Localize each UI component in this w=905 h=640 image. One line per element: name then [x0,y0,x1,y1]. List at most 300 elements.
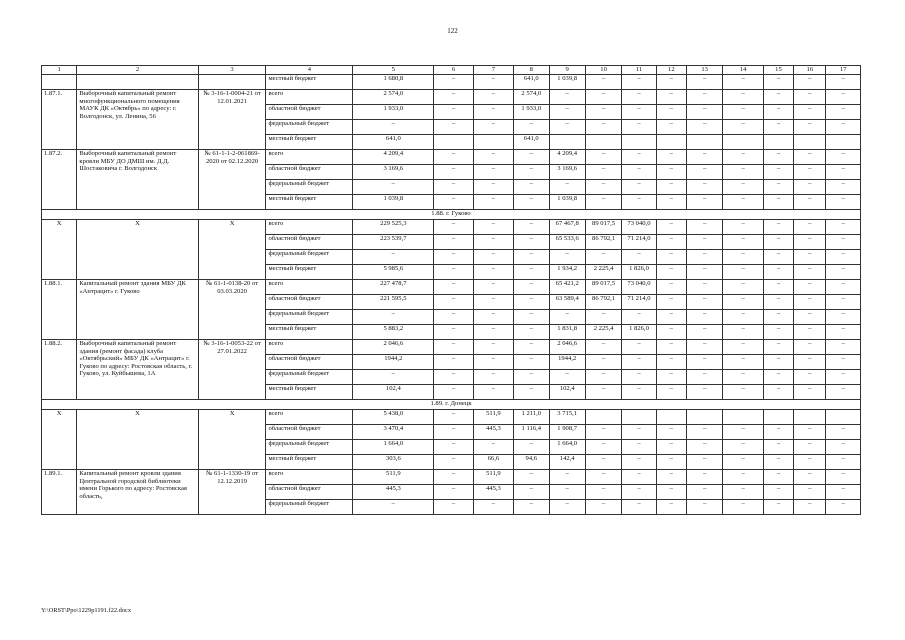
cell-dash: – [514,500,549,515]
cell-dash: – [434,75,473,90]
cell-dash: – [514,220,549,235]
cell-dash: – [656,470,686,485]
header-cell: 14 [723,66,763,75]
cell-dash: – [353,310,434,325]
cell-dash: – [434,265,473,280]
cell-dash: – [686,485,722,500]
cell-dash: – [473,385,513,400]
cell-dash: – [353,180,434,195]
budget-type: областной бюджет [266,165,353,180]
cell-dash: – [622,75,656,90]
cell-dash: – [723,340,763,355]
cell-dash: – [686,90,722,105]
budget-type: областной бюджет [266,235,353,250]
budget-type: областной бюджет [266,485,353,500]
cell-dash: – [723,90,763,105]
budget-type: местный бюджет [266,135,353,150]
cell-dash: – [622,180,656,195]
cell-dash: – [434,220,473,235]
cell-dash: – [826,105,861,120]
cell-dash: – [473,150,513,165]
cell-dash: – [353,120,434,135]
cell-value: 2 574,0 [514,90,549,105]
cell-dash: – [723,195,763,210]
x-cell: Х [198,410,266,470]
section-title: 1.89. г. Донецк [42,400,861,410]
table-row [42,90,861,105]
cell-dash: – [794,265,826,280]
cell-dash: – [434,180,473,195]
cell-dash: – [794,355,826,370]
budget-type: федеральный бюджет [266,250,353,265]
cell-dash: – [473,500,513,515]
cell-dash: – [763,165,793,180]
cell-dash: – [656,385,686,400]
cell-value: 2 046,6 [353,340,434,355]
cell-value: 142,4 [549,455,585,470]
cell-dash: – [826,310,861,325]
cell-dash: – [723,165,763,180]
cell-dash: – [585,105,621,120]
cell-dash: – [723,105,763,120]
cell-dash: – [826,280,861,295]
item-document: № 3-16-1-0004-21 от 12.01.2021 [198,90,266,150]
cell-dash: – [622,500,656,515]
cell-dash: – [585,90,621,105]
budget-type: федеральный бюджет [266,310,353,325]
cell-dash: – [686,235,722,250]
cell-dash: – [473,250,513,265]
cell-dash: – [686,195,722,210]
cell-dash: – [794,440,826,455]
cell-dash: – [585,180,621,195]
cell-value: 227 478,7 [353,280,434,295]
cell-dash: – [686,425,722,440]
cell-value: 4 209,4 [549,150,585,165]
cell-dash: – [585,455,621,470]
cell-dash: – [763,385,793,400]
cell-dash: – [686,265,722,280]
cell-value: 445,3 [353,485,434,500]
header-cell: 10 [585,66,621,75]
cell-value: 67 467,8 [549,220,585,235]
section-row [42,210,861,220]
header-cell: 15 [763,66,793,75]
cell-dash: – [794,280,826,295]
header-cell: 13 [686,66,722,75]
cell-dash: – [826,355,861,370]
cell-dash: – [549,470,585,485]
cell-dash: – [794,235,826,250]
cell-dash: – [723,220,763,235]
cell-dash: – [723,250,763,265]
cell-dash: – [585,165,621,180]
cell-dash: – [622,105,656,120]
cell-dash: – [656,325,686,340]
cell-dash: – [514,150,549,165]
cell-dash: – [656,105,686,120]
cell-value: 1944,2 [353,355,434,370]
cell-dash: – [826,440,861,455]
cell-dash: – [656,165,686,180]
cell-dash: – [686,105,722,120]
cell-dash: – [826,340,861,355]
cell-dash: – [585,250,621,265]
cell-value: 511,9 [473,410,513,425]
cell-dash: – [622,340,656,355]
cell-value: 5 883,2 [353,325,434,340]
cell-dash: – [794,370,826,385]
cell-dash: – [514,310,549,325]
cell-value: 1 211,0 [514,410,549,425]
cell-dash: – [656,250,686,265]
cell-dash: – [549,310,585,325]
cell-dash: – [622,370,656,385]
cell-dash: – [723,235,763,250]
budget-type: областной бюджет [266,355,353,370]
cell-dash: – [794,295,826,310]
cell-value: 641,0 [514,75,549,90]
cell-dash: – [622,440,656,455]
cell-dash: – [549,90,585,105]
cell-dash: – [585,485,621,500]
cell-dash: – [763,280,793,295]
cell-dash: – [656,265,686,280]
cell-value: 94,6 [514,455,549,470]
cell-dash: – [585,355,621,370]
cell-dash: – [826,470,861,485]
cell-dash: – [656,500,686,515]
budget-type: федеральный бюджет [266,440,353,455]
cell-dash: – [473,440,513,455]
cell-dash: – [656,235,686,250]
cell-dash: – [686,220,722,235]
cell-dash: – [826,180,861,195]
cell-dash: – [723,425,763,440]
cell-value: 1 680,8 [353,75,434,90]
cell-dash: – [622,150,656,165]
cell-value: 1 826,0 [622,325,656,340]
cell-dash: – [656,180,686,195]
cell-value: 1 664,0 [353,440,434,455]
cell-value: 1 933,0 [353,105,434,120]
cell-value: 3 470,4 [353,425,434,440]
cell-dash: – [622,120,656,135]
cell-dash: – [622,250,656,265]
cell-value: 2 046,6 [549,340,585,355]
cell-dash: – [686,455,722,470]
cell-dash: – [656,280,686,295]
cell-value: 4 209,4 [353,150,434,165]
cell-dash: – [794,105,826,120]
budget-type: всего [266,410,353,425]
table-row [42,150,861,165]
budget-type: всего [266,470,353,485]
cell-value: 1 831,8 [549,325,585,340]
cell-dash: – [434,410,473,425]
cell-value: 445,3 [473,485,513,500]
cell-dash: – [763,235,793,250]
table-row [42,340,861,355]
cell-dash: – [434,90,473,105]
cell-dash: – [656,355,686,370]
header-cell: 9 [549,66,585,75]
cell-dash: – [826,235,861,250]
cell-dash: – [656,75,686,90]
cell-dash: – [353,370,434,385]
table-row [42,75,861,90]
cell-dash: – [514,180,549,195]
cell-dash: – [763,325,793,340]
cell-dash: – [794,180,826,195]
cell-dash: – [794,485,826,500]
cell-value: 1 116,4 [514,425,549,440]
cell-dash: – [434,295,473,310]
cell-dash: – [763,355,793,370]
cell-dash: – [549,500,585,515]
cell-dash: – [622,90,656,105]
cell-dash: – [656,195,686,210]
cell-dash: – [686,295,722,310]
cell-dash: – [826,455,861,470]
cell-value: 71 214,0 [622,235,656,250]
budget-type: федеральный бюджет [266,370,353,385]
item-document: № 61-1-0138-20 от 03.03.2020 [198,280,266,340]
cell-value: 223 539,7 [353,235,434,250]
cell-value: 641,0 [353,135,434,150]
cell-dash: – [826,75,861,90]
cell-dash: – [723,385,763,400]
section-title: 1.88. г. Гуково [42,210,861,220]
cell-dash: – [514,235,549,250]
budget-type: всего [266,340,353,355]
item-number: 1.87.1. [42,90,77,150]
cell-dash: – [723,265,763,280]
cell-dash: – [434,385,473,400]
cell-dash: – [763,295,793,310]
cell-value: 445,3 [473,425,513,440]
header-row [42,66,861,75]
cell-value: 86 792,1 [585,295,621,310]
cell-dash: – [473,340,513,355]
cell-dash: – [794,470,826,485]
item-name: Капитальный ремонт кровли здания Центральной городской библиотеки имени Горького по адресу: Ростовская область, [77,470,198,515]
table-row [42,470,861,485]
cell-value: 65 421,2 [549,280,585,295]
budget-type: федеральный бюджет [266,180,353,195]
cell-dash: – [723,470,763,485]
cell-value: 66,6 [473,455,513,470]
cell-dash: – [514,370,549,385]
cell-dash: – [434,370,473,385]
budget-type: федеральный бюджет [266,120,353,135]
cell-value: 86 792,1 [585,235,621,250]
cell-dash: – [794,220,826,235]
cell-dash: – [794,250,826,265]
header-cell: 8 [514,66,549,75]
cell-dash: – [622,355,656,370]
cell-dash: – [514,165,549,180]
cell-dash: – [656,310,686,325]
cell-value: 641,0 [514,135,549,150]
cell-dash: – [353,500,434,515]
cell-dash: – [473,280,513,295]
cell-dash: – [763,425,793,440]
budget-type: областной бюджет [266,105,353,120]
cell-dash: – [473,310,513,325]
cell-dash: – [585,340,621,355]
cell-dash: – [794,90,826,105]
cell-value: 1 664,0 [549,440,585,455]
cell-dash: – [549,180,585,195]
cell-dash: – [434,150,473,165]
cell-dash: – [514,325,549,340]
cell-dash: – [656,340,686,355]
cell-dash: – [622,485,656,500]
cell-dash: – [622,425,656,440]
cell-dash: – [763,180,793,195]
cell-dash: – [434,120,473,135]
x-cell: Х [198,220,266,280]
cell-dash: – [473,165,513,180]
cell-dash: – [763,340,793,355]
cell-value: 3 169,6 [353,165,434,180]
cell-dash: – [549,105,585,120]
cell-value: 1 039,8 [549,195,585,210]
x-cell: Х [77,220,198,280]
cell-dash: – [434,235,473,250]
cell-dash: – [763,120,793,135]
cell-dash: – [723,485,763,500]
cell-dash: – [549,370,585,385]
cell-value: 1 039,8 [353,195,434,210]
header-cell: 17 [826,66,861,75]
cell-dash: – [434,195,473,210]
cell-dash: – [656,150,686,165]
cell-dash: – [723,280,763,295]
cell-dash: – [794,325,826,340]
cell-dash: – [686,280,722,295]
cell-dash: – [763,500,793,515]
item-name: Выборочный капитальный ремонт здания (ремонт фасада) клуба «Октябрьский» МБУ ДК «Антрацит» г. Гуково по адресу: Ростовская область, г. Гуково, ул. Куйбышева, 1А [77,340,198,400]
cell-value: 102,4 [353,385,434,400]
cell-dash: – [826,265,861,280]
cell-dash: – [826,370,861,385]
cell-dash: – [826,90,861,105]
table-row [42,220,861,235]
table-row [42,280,861,295]
cell-dash: – [434,280,473,295]
cell-value: 89 017,5 [585,280,621,295]
item-number: 1.89.1. [42,470,77,515]
cell-value: 102,4 [549,385,585,400]
cell-dash: – [686,340,722,355]
cell-dash: – [434,355,473,370]
cell-dash: – [763,195,793,210]
cell-value: 1 826,0 [622,265,656,280]
table-row [42,410,861,425]
cell-dash: – [473,105,513,120]
cell-dash: – [549,485,585,500]
cell-dash: – [514,295,549,310]
header-cell: 2 [77,66,198,75]
cell-dash: – [794,340,826,355]
cell-dash: – [826,425,861,440]
cell-dash: – [723,75,763,90]
item-number: 1.88.1. [42,280,77,340]
funding-table [41,65,861,515]
cell-dash: – [585,120,621,135]
budget-type: всего [266,150,353,165]
cell-dash: – [723,440,763,455]
cell-dash: – [723,180,763,195]
cell-value: 63 589,4 [549,295,585,310]
cell-value: 229 525,3 [353,220,434,235]
cell-value: 511,9 [353,470,434,485]
cell-dash: – [622,195,656,210]
x-cell: Х [77,410,198,470]
page-number: 122 [447,27,458,35]
cell-dash: – [794,310,826,325]
header-cell: 7 [473,66,513,75]
cell-value: 1944,2 [549,355,585,370]
cell-dash: – [763,75,793,90]
section-row [42,400,861,410]
cell-dash: – [585,425,621,440]
cell-dash: – [473,355,513,370]
cell-dash: – [686,440,722,455]
cell-dash: – [686,165,722,180]
cell-value: 221 595,5 [353,295,434,310]
cell-dash: – [763,265,793,280]
cell-dash: – [549,250,585,265]
footer-file-path: Y:\ORST\Ppo\1229p1191.f22.docx [41,607,132,614]
cell-dash: – [514,440,549,455]
cell-dash: – [723,500,763,515]
cell-dash: – [622,470,656,485]
item-document: № 3-16-1-0053-22 от 27.01.2022 [198,340,266,400]
cell-dash: – [826,165,861,180]
cell-dash: – [686,500,722,515]
cell-dash: – [763,310,793,325]
x-cell: Х [42,410,77,470]
cell-dash: – [622,165,656,180]
cell-dash: – [622,310,656,325]
cell-dash: – [826,385,861,400]
cell-dash: – [686,180,722,195]
cell-dash: – [763,90,793,105]
cell-dash: – [656,220,686,235]
cell-dash: – [826,325,861,340]
cell-dash: – [794,385,826,400]
cell-dash: – [514,250,549,265]
cell-dash: – [723,455,763,470]
cell-dash: – [656,370,686,385]
cell-value: 3 715,1 [549,410,585,425]
cell-dash: – [723,325,763,340]
cell-dash: – [473,120,513,135]
cell-dash: – [686,385,722,400]
cell-dash: – [622,455,656,470]
budget-type: всего [266,280,353,295]
cell-dash: – [686,150,722,165]
cell-dash: – [353,250,434,265]
cell-dash: – [514,470,549,485]
cell-dash: – [473,75,513,90]
cell-dash: – [686,250,722,265]
budget-type: местный бюджет [266,455,353,470]
cell-dash: – [826,250,861,265]
